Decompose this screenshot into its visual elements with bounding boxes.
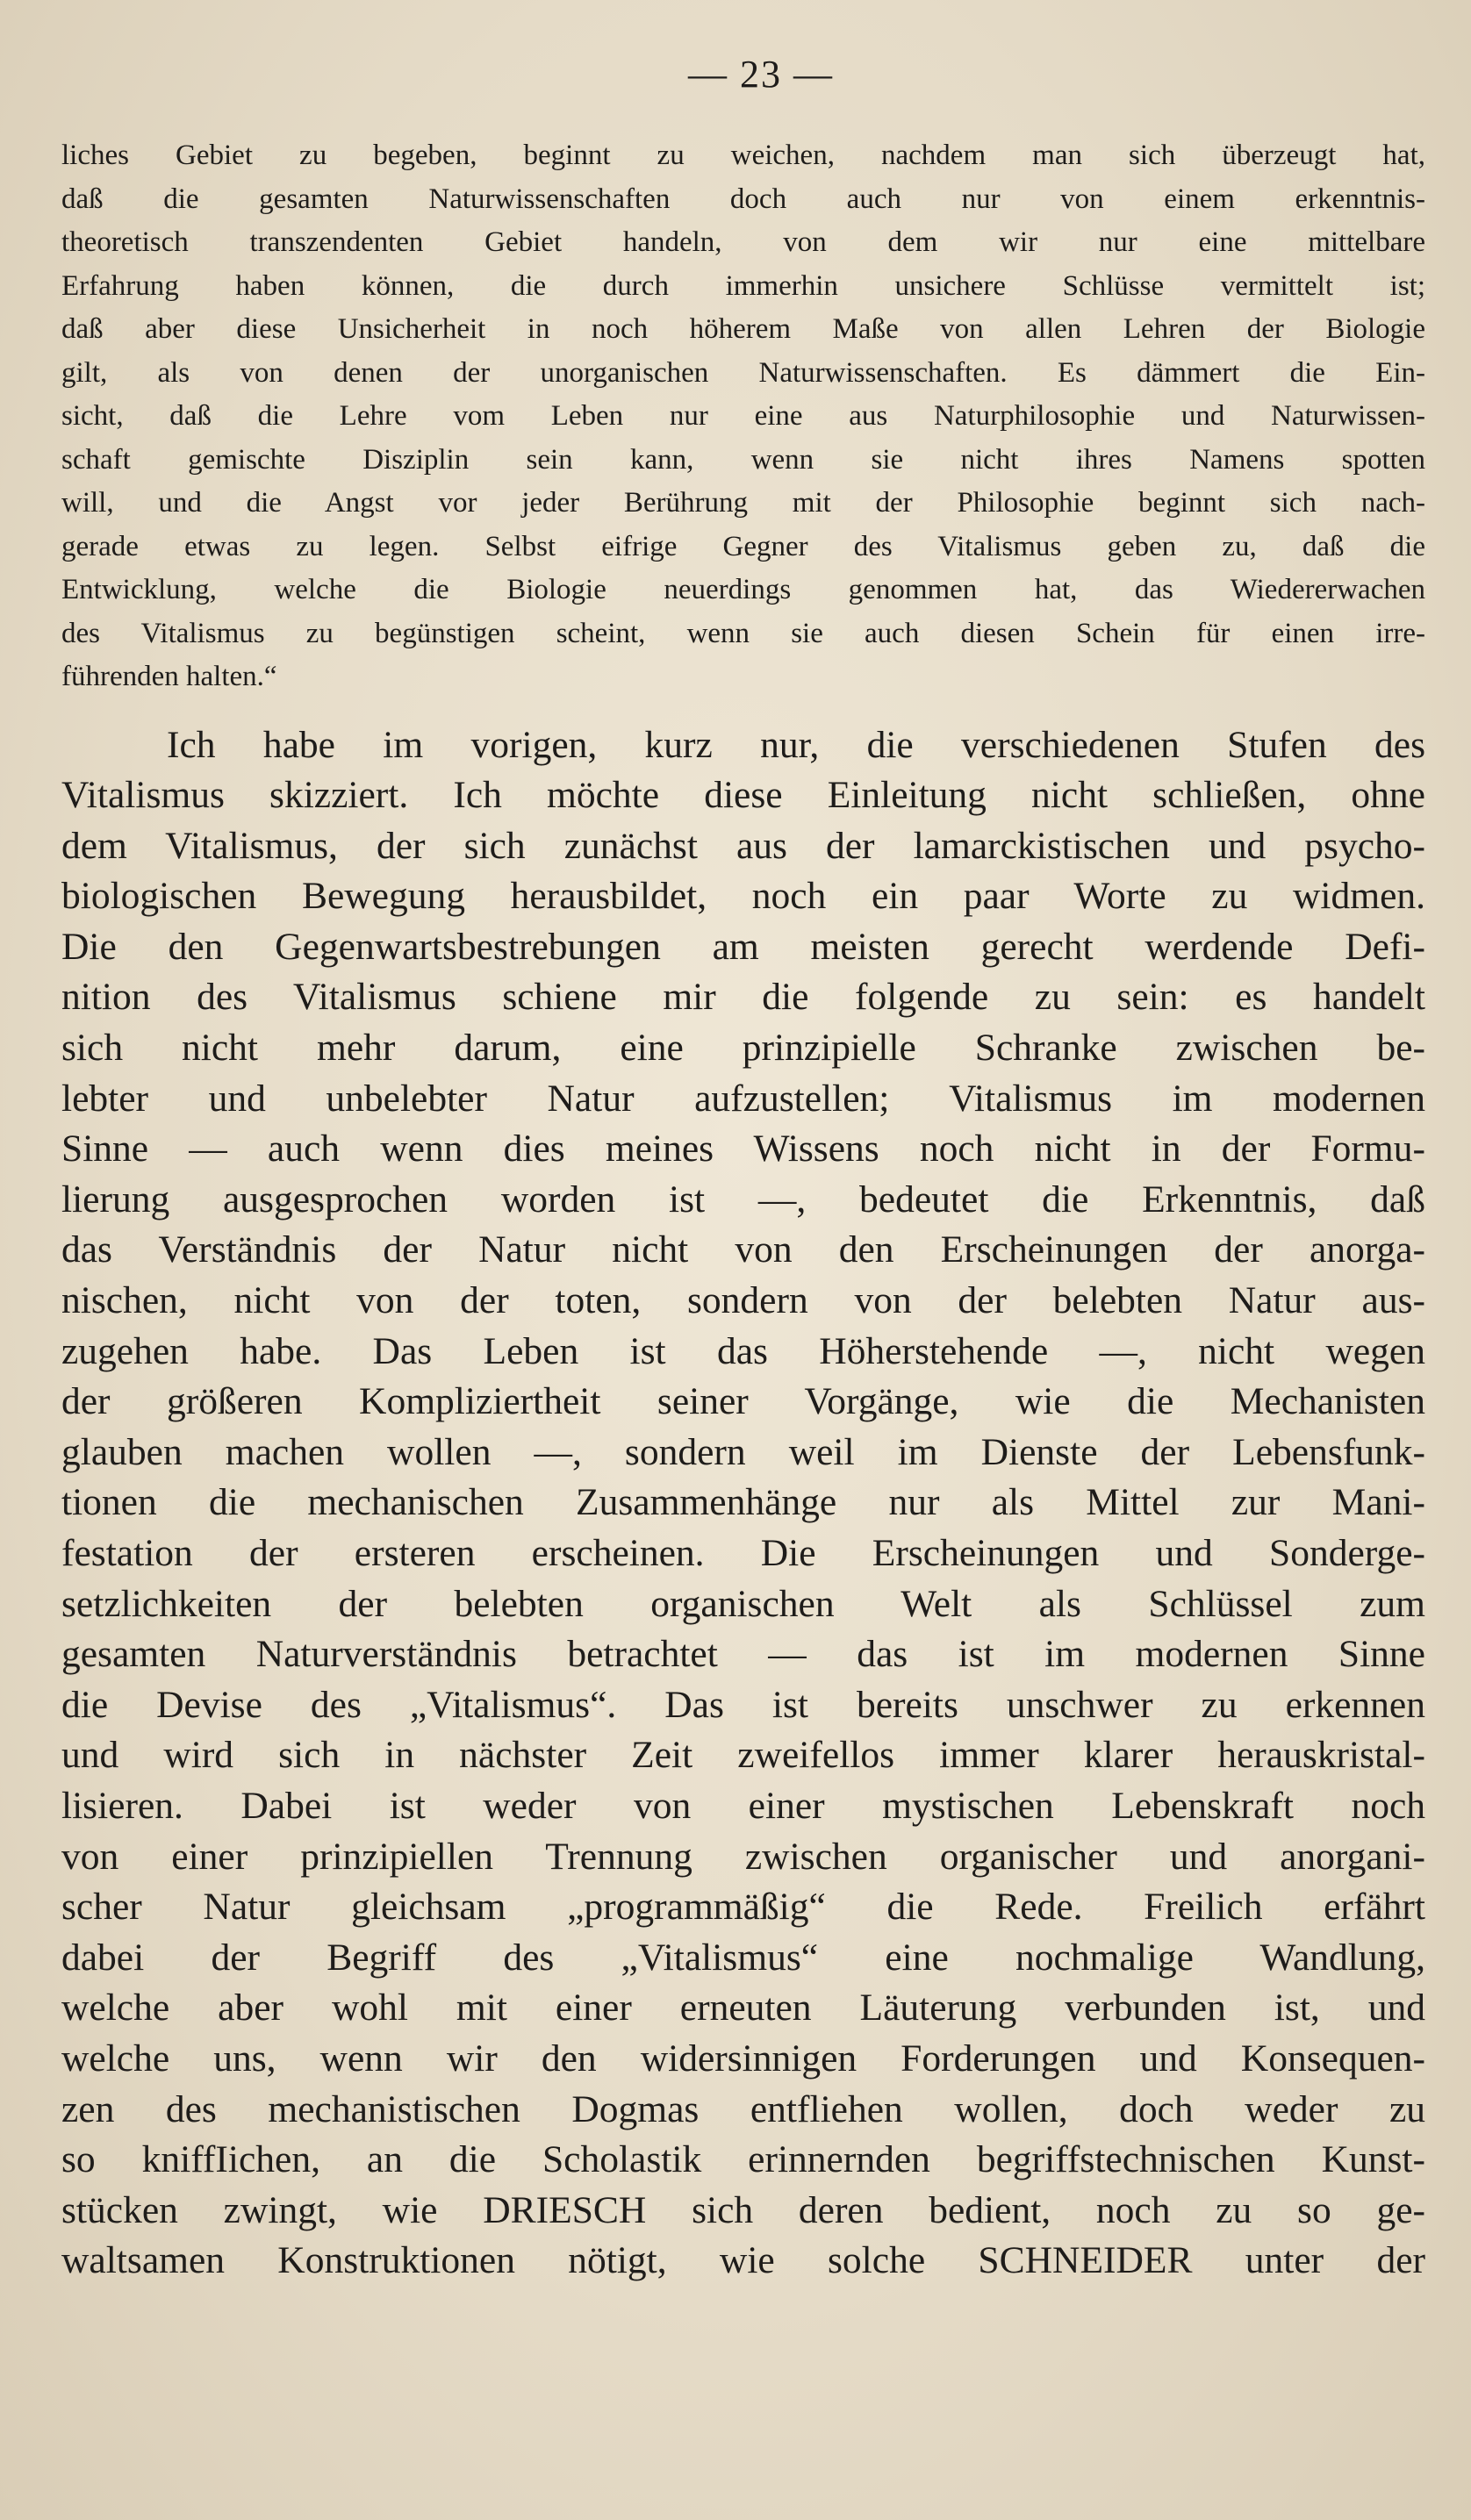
quote-line: daß die gesamten Naturwissenschaften doch auch nur von einem erkenntnis- (61, 183, 1425, 215)
body-line: zen des mechanistischen Dogmas entfliehen wollen, doch weder zu (61, 2087, 1425, 2130)
quote-line: liches Gebiet zu begeben, beginnt zu weichen, nachdem man sich überzeugt hat, (61, 140, 1425, 171)
body-line: von einer prinzipiellen Trennung zwischen organischer und anorgani- (61, 1835, 1425, 1878)
body-line: nischen, nicht von der toten, sondern von der belebten Natur aus- (61, 1279, 1425, 1322)
body-line: waltsamen Konstruktionen nötigt, wie solche SCHNEIDER unter der (61, 2239, 1425, 2282)
body-line: Ich habe im vorigen, kurz nur, die verschiedenen Stufen des (167, 723, 1425, 766)
body-line: sich nicht mehr darum, eine prinzipielle Schranke zwischen be- (61, 1027, 1425, 1070)
quote-line: des Vitalismus zu begünstigen scheint, wenn sie auch diesen Schein für einen irre- (61, 617, 1425, 649)
body-line: festation der ersteren erscheinen. Die Erscheinungen und Sonderge- (61, 1532, 1425, 1574)
body-line: die Devise des „Vitalismus“. Das ist bereits unschwer zu erkennen (61, 1683, 1425, 1726)
body-line: welche uns, wenn wir den widersinnigen Forderungen und Konsequen- (61, 2037, 1425, 2080)
quote-paragraph (61, 134, 1425, 699)
quote-line: daß aber diese Unsicherheit in noch höherem Maße von allen Lehren der Biologie (61, 313, 1425, 345)
body-line: zugehen habe. Das Leben ist das Höherstehende —, nicht wegen (61, 1329, 1425, 1372)
body-line: Vitalismus skizziert. Ich möchte diese Einleitung nicht schließen, ohne (61, 774, 1425, 817)
page-number: — 23 — (688, 53, 834, 96)
body-line: nition des Vitalismus schiene mir die folgende zu sein: es handelt (61, 976, 1425, 1019)
body-line: setzlichkeiten der belebten organischen Welt als Schlüssel zum (61, 1582, 1425, 1625)
body-line: lebter und unbelebter Natur aufzustellen; Vitalismus im modernen (61, 1077, 1425, 1120)
body-line: und wird sich in nächster Zeit zweifellos immer klarer herauskristal- (61, 1734, 1425, 1777)
body-line: der größeren Kompliziertheit seiner Vorgänge, wie die Mechanisten (61, 1380, 1425, 1423)
quote-line: will, und die Angst vor jeder Berührung mit der Philosophie beginnt sich nach- (61, 487, 1425, 519)
body-line: lisieren. Dabei ist weder von einer mystischen Lebenskraft noch (61, 1784, 1425, 1827)
body-line: lierung ausgesprochen worden ist —, bedeutet die Erkenntnis, daß (61, 1178, 1425, 1221)
quote-line: theoretisch transzendenten Gebiet handeln, von dem wir nur eine mittelbare (61, 226, 1425, 258)
body-line: stücken zwingt, wie DRIESCH sich deren bedient, noch zu so ge- (61, 2188, 1425, 2231)
quote-line: sicht, daß die Lehre vom Leben nur eine aus Naturphilosophie und Naturwissen- (61, 400, 1425, 432)
body-line: scher Natur gleichsam „programmäßig“ die Rede. Freilich erfährt (61, 1886, 1425, 1929)
quote-line: gilt, als von denen der unorganischen Naturwissenschaften. Es dämmert die Ein- (61, 356, 1425, 389)
body-line: Die den Gegenwartsbestrebungen am meisten gerecht werdende Defi- (61, 925, 1425, 968)
body-line: so kniffIichen, an die Scholastik erinnernden begriffstechnischen Kunst- (61, 2138, 1425, 2181)
body-line: gesamten Naturverständnis betrachtet — das ist im modernen Sinne (61, 1633, 1425, 1676)
body-line: welche aber wohl mit einer erneuten Läuterung verbunden ist, und (61, 1987, 1425, 2030)
body-line: Sinne — auch wenn dies meines Wissens noch nicht in der Formu- (61, 1128, 1425, 1171)
body-paragraph (61, 720, 1425, 2287)
quote-line: Entwicklung, welche die Biologie neuerdings genommen hat, das Wiedererwachen (61, 574, 1425, 605)
quote-line: Erfahrung haben können, die durch immerhin unsichere Schlüsse vermittelt ist; (61, 269, 1425, 302)
body-line: dem Vitalismus, der sich zunächst aus der lamarckistischen und psycho- (61, 824, 1425, 867)
body-line: das Verständnis der Natur nicht von den Erscheinungen der anorga- (61, 1228, 1425, 1271)
quote-line: gerade etwas zu legen. Selbst eifrige Gegner des Vitalismus geben zu, daß die (61, 530, 1425, 562)
body-line: dabei der Begriff des „Vitalismus“ eine nochmalige Wandlung, (61, 1936, 1425, 1979)
quote-line: führenden halten.“ (61, 661, 277, 692)
body-line: glauben machen wollen —, sondern weil im Dienste der Lebensfunk- (61, 1430, 1425, 1473)
body-line: tionen die mechanischen Zusammenhänge nur als Mittel zur Mani- (61, 1481, 1425, 1524)
body-line: biologischen Bewegung herausbildet, noch ein paar Worte zu widmen. (61, 875, 1425, 918)
quote-line: schaft gemischte Disziplin sein kann, wenn sie nicht ihres Namens spotten (61, 443, 1425, 476)
